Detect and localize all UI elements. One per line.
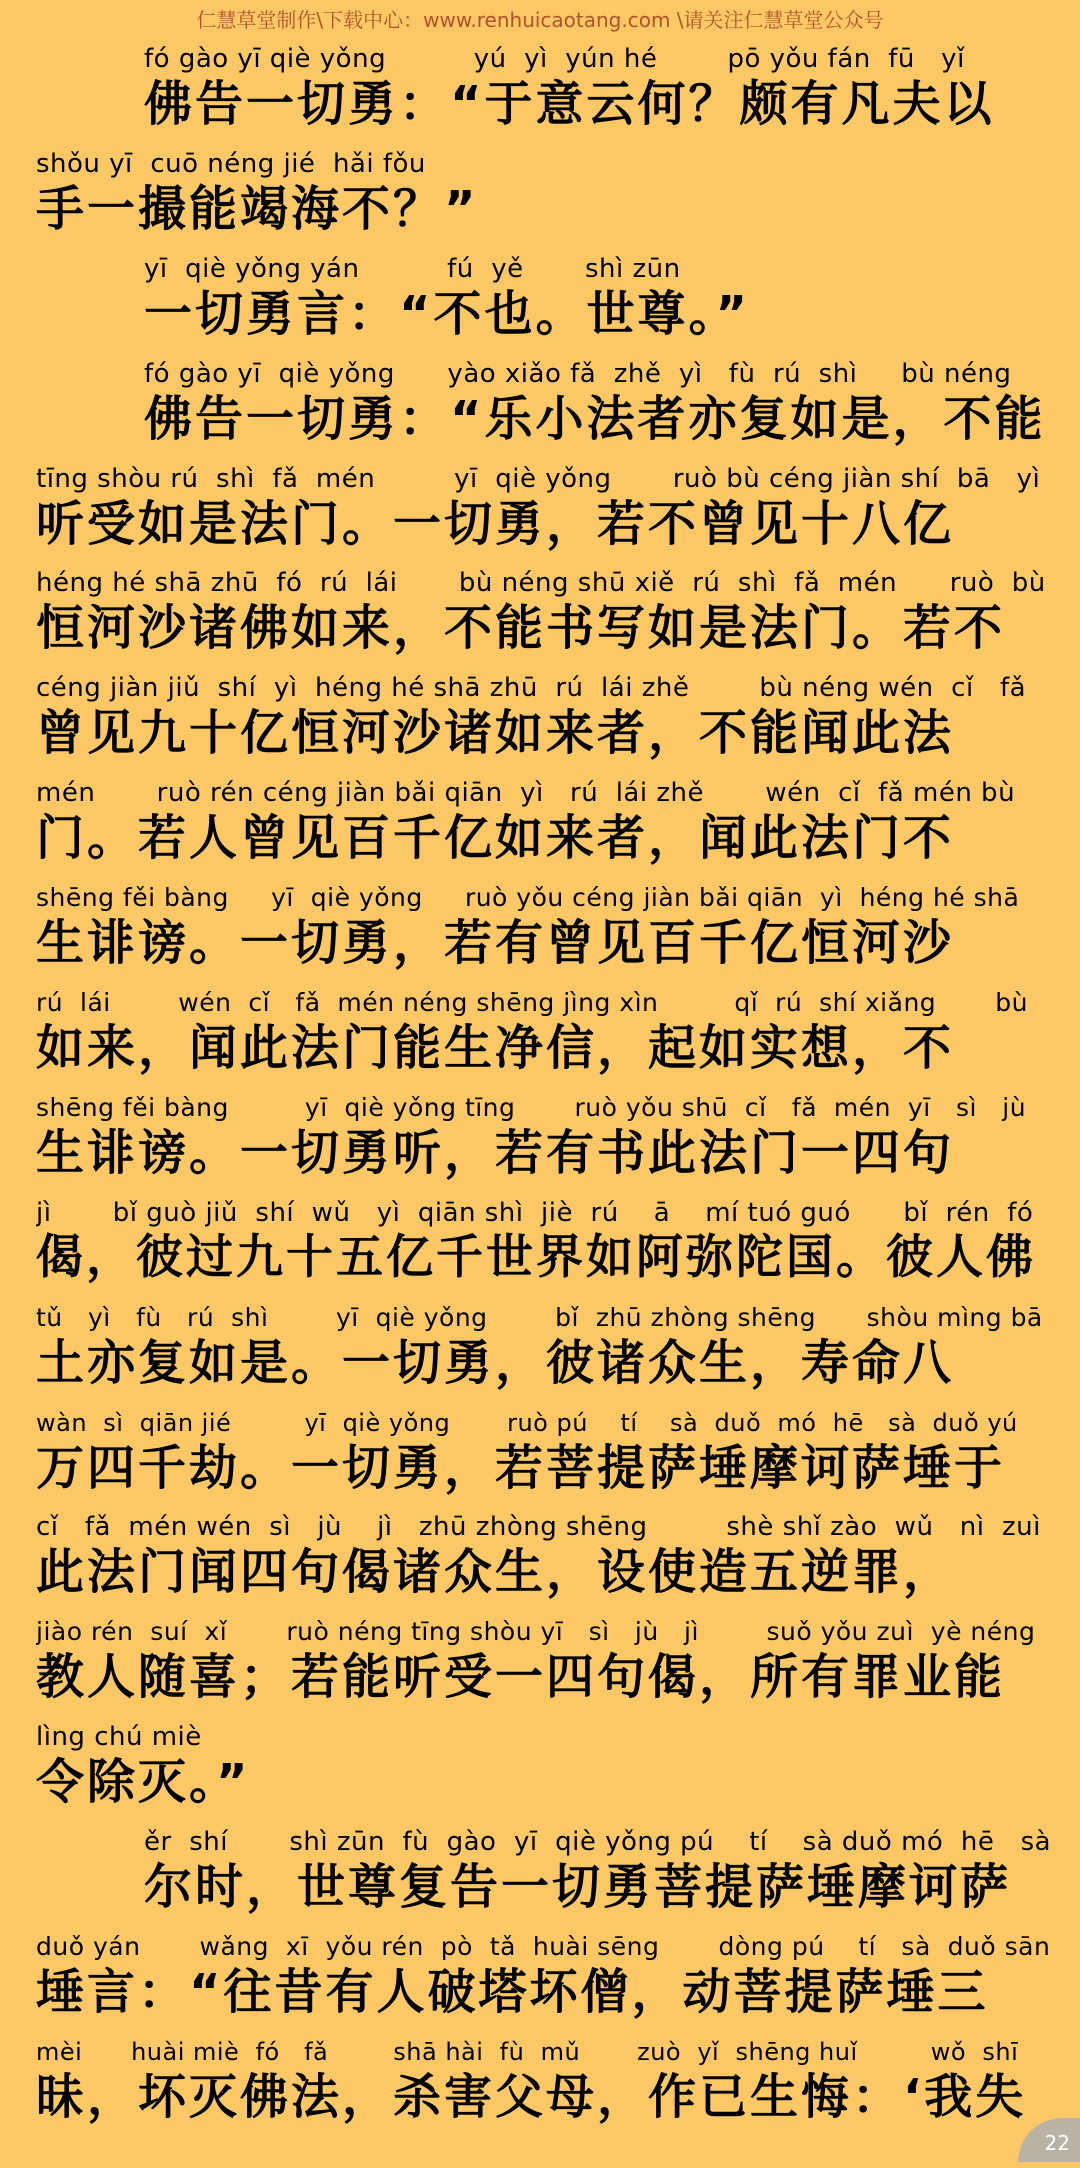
hanzi-row: 尔时，世尊复告一切勇菩提萨埵摩诃萨	[144, 1859, 1012, 1916]
pinyin-row: ěr shí shì zūn fù gào yī qiè yǒng pú tí sà duǒ mó hē sà	[144, 1827, 1052, 1858]
text-line	[36, 988, 1052, 1093]
text-line	[36, 673, 1052, 778]
text-line	[36, 1827, 1052, 1932]
hanzi-row: 土亦复如是。一切勇，彼诸众生，寿命八	[36, 1334, 955, 1391]
header-banner: 仁慧草堂制作\下载中心：www.renhuicaotang.com \请关注仁慧草堂公众号	[196, 8, 884, 32]
hanzi-row: 恒河沙诸佛如来，不能书写如是法门。若不	[36, 600, 1006, 657]
pinyin-row: mén ruò rén céng jiàn bǎi qiān yì rú lái zhě wén cǐ fǎ mén bù	[36, 778, 1016, 809]
pinyin-row: jiào rén suí xǐ ruò néng tīng shòu yī sì jù jì suǒ yǒu zuì yè néng	[36, 1617, 1036, 1647]
hanzi-row: 万四千劫。一切勇，若菩提萨埵摩诃萨埵于	[36, 1439, 1006, 1496]
text-line	[36, 568, 1052, 673]
pinyin-row: tīng shòu rú shì fǎ mén yī qiè yǒng ruò bù céng jiàn shí bā yì	[36, 463, 1041, 494]
hanzi-row: 听受如是法门。一切勇，若不曾见十八亿	[36, 495, 955, 552]
pinyin-row: wàn sì qiān jié yī qiè yǒng ruò pú tí sà duǒ mó hē sà duǒ yú	[36, 1408, 1018, 1437]
pinyin-row: mèi huài miè fó fǎ shā hài fù mǔ zuò yǐ shēng huǐ wǒ shī	[36, 2037, 1019, 2066]
text-line	[36, 883, 1052, 988]
hanzi-row: 埵言：“往昔有人破塔坏僧，动菩提萨埵三	[36, 1964, 989, 2021]
pinyin-row: fó gào yī qiè yǒng yào xiǎo fǎ zhě yì fù rú shì bù néng	[144, 358, 1012, 389]
hanzi-row: 生诽谤。一切勇听，若有书此法门一四句	[36, 1124, 955, 1181]
pinyin-row: shǒu yī cuō néng jié hǎi fǒu	[36, 148, 426, 179]
pinyin-row: héng hé shā zhū fó rú lái bù néng shū xiě rú shì fǎ mén ruò bù	[36, 568, 1046, 599]
text-line	[36, 1093, 1052, 1198]
pinyin-row: rú lái wén cǐ fǎ mén néng shēng jìng xìn qǐ rú shí xiǎng bù	[36, 988, 1028, 1018]
hanzi-row: 手一撮能竭海不？”	[36, 180, 479, 237]
hanzi-row: 令除灭。”	[36, 1754, 251, 1811]
text-line	[36, 1303, 1052, 1408]
hanzi-row: 佛告一切勇：“乐小法者亦复如是，不能	[144, 390, 1046, 447]
text-line	[36, 1512, 1052, 1617]
hanzi-row: 曾见九十亿恒河沙诸如来者，不能闻此法	[36, 705, 955, 762]
hanzi-row: 如来，闻此法门能生净信，起如实想，不	[36, 1020, 955, 1077]
text-line	[36, 254, 1052, 359]
text-line	[36, 1932, 1052, 2037]
text-line	[36, 1198, 1052, 1303]
pinyin-row: fó gào yī qiè yǒng yú yì yún hé pō yǒu fán fū yǐ	[144, 44, 965, 74]
pinyin-row: yī qiè yǒng yán fú yě shì zūn	[144, 253, 681, 284]
scripture-text	[36, 44, 1052, 2142]
pinyin-row: cǐ fǎ mén wén sì jù jì zhū zhòng shēng shè shǐ zào wǔ nì zuì	[36, 1512, 1041, 1543]
hanzi-row: 门。若人曾见百千亿如来者，闻此法门不	[36, 810, 955, 867]
pinyin-row: shēng fěi bàng yī qiè yǒng ruò yǒu céng jiàn bǎi qiān yì héng hé shā	[36, 883, 1020, 913]
text-line	[36, 464, 1052, 569]
hanzi-row: 此法门闻四句偈诸众生，设使造五逆罪，	[36, 1544, 955, 1601]
text-line	[36, 2037, 1052, 2142]
hanzi-row: 昧，坏灭佛法，杀害父母，作已生悔：‘我失	[36, 2068, 1027, 2125]
pinyin-row: jì bǐ guò jiǔ shí wǔ yì qiān shì jiè rú ā mí tuó guó bǐ rén fó	[36, 1197, 1034, 1228]
pinyin-row: céng jiàn jiǔ shí yì héng hé shā zhū rú lái zhě bù néng wén cǐ fǎ	[36, 673, 1027, 704]
pinyin-row: tǔ yì fù rú shì yī qiè yǒng bǐ zhū zhòng shēng shòu mìng bā	[36, 1302, 1043, 1332]
text-line	[36, 778, 1052, 883]
text-line	[36, 1722, 1052, 1827]
hanzi-row: 佛告一切勇：“于意云何？颇有凡夫以	[144, 76, 995, 132]
pinyin-row: lìng chú miè	[36, 1722, 202, 1753]
pinyin-row: shēng fěi bàng yī qiè yǒng tīng ruò yǒu shū cǐ fǎ mén yī sì jù	[36, 1092, 1027, 1122]
hanzi-row: 偈，彼过九十五亿千世界如阿弥陀国。彼人佛	[36, 1229, 1036, 1285]
text-line	[36, 1617, 1052, 1722]
text-line	[36, 149, 1052, 254]
text-line	[36, 1408, 1052, 1513]
hanzi-row: 生诽谤。一切勇，若有曾见百千亿恒河沙	[36, 915, 955, 972]
hanzi-row: 一切勇言：“不也。世尊。”	[144, 285, 751, 342]
pinyin-row: duǒ yán wǎng xī yǒu rén pò tǎ huài sēng dòng pú tí sà duǒ sān	[36, 1932, 1051, 1962]
text-line	[36, 359, 1052, 464]
text-line	[36, 44, 1052, 149]
hanzi-row: 教人随喜；若能听受一四句偈，所有罪业能	[36, 1649, 1006, 1706]
page-number-badge: 22	[1018, 2118, 1080, 2162]
